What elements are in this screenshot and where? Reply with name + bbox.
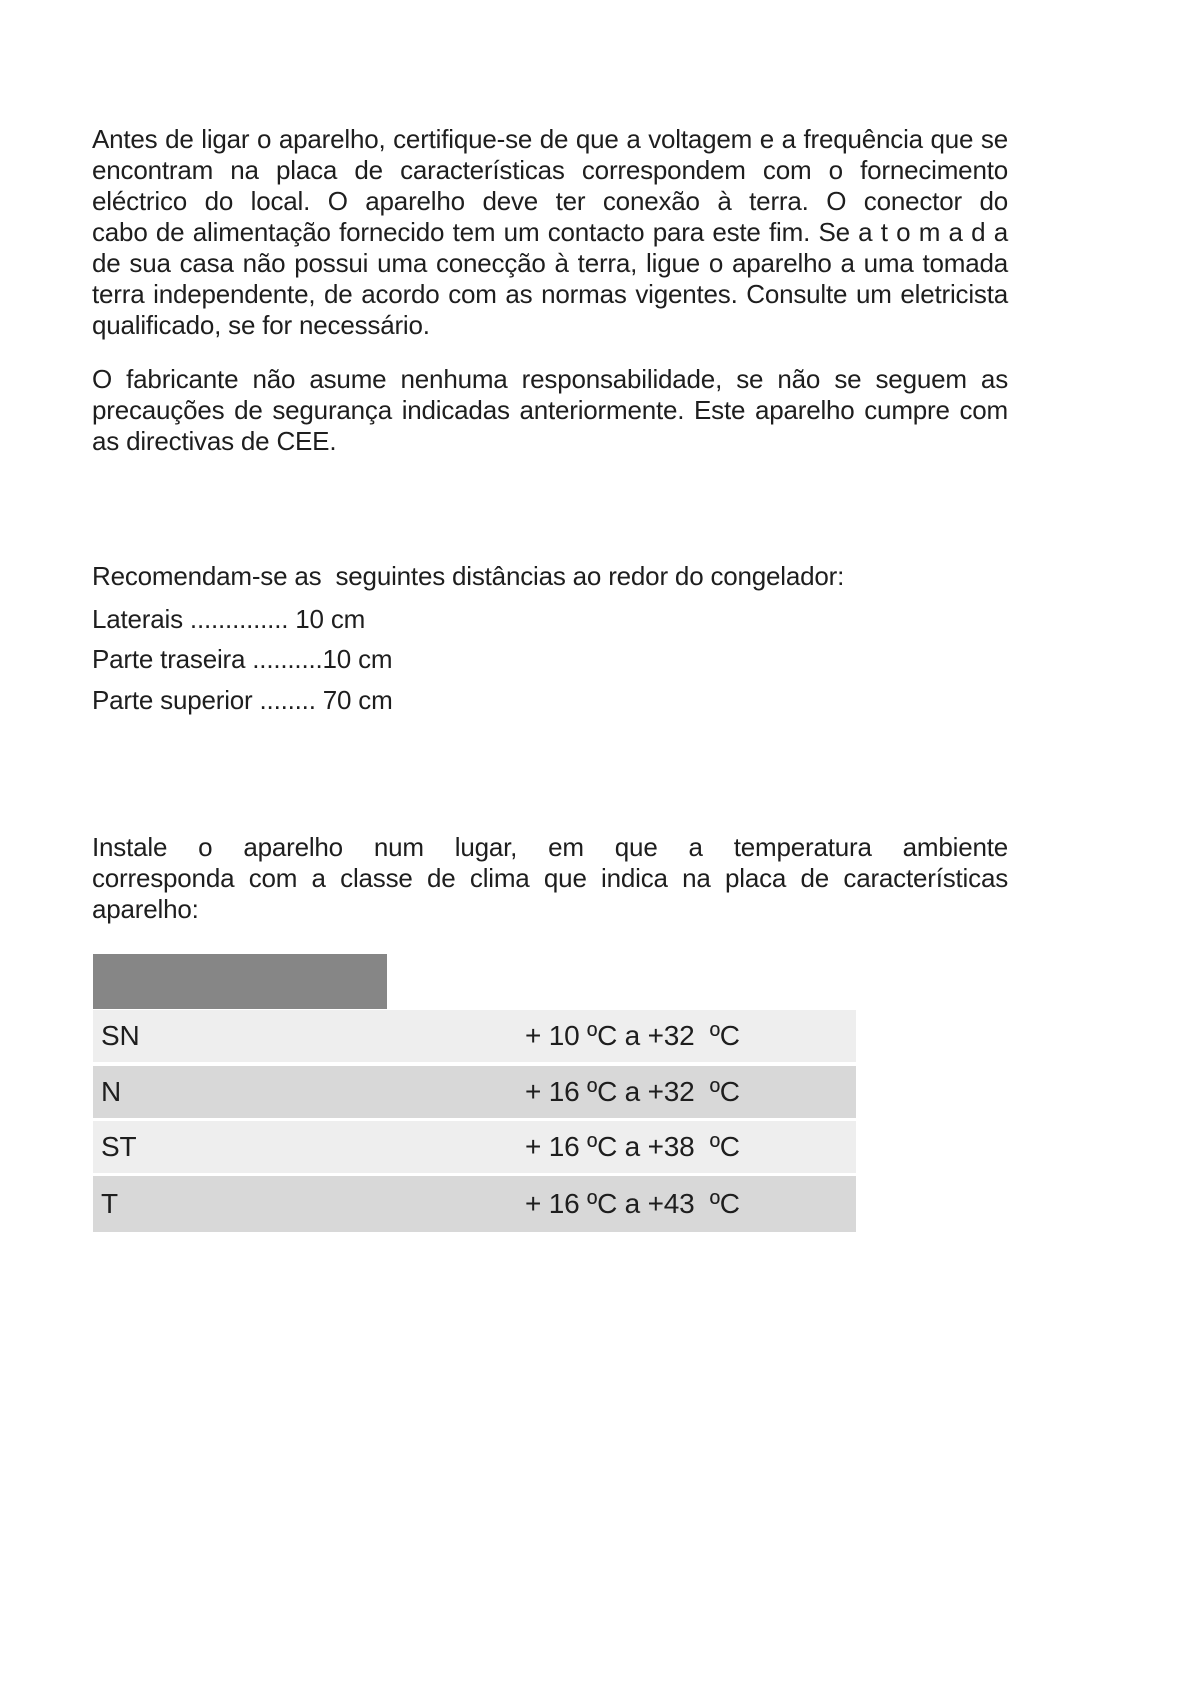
clearances-heading: Recomendam-se as seguintes distâncias ao redor do congelador: [92, 561, 845, 591]
clearance-item-sides: Laterais .............. 10 cm [92, 604, 366, 634]
paragraph-line: corresponda com a classe de clima que indica na placa de características [92, 863, 1008, 893]
climate-class-label: T [101, 1188, 118, 1219]
table-header-cell [93, 954, 387, 1009]
temperature-range: + 16 ºC a +38 ºC [525, 1131, 740, 1162]
paragraph-line: Instale o aparelho num lugar, em que a temperatura ambiente [92, 832, 1008, 862]
temperature-range: + 10 ºC a +32 ºC [525, 1020, 740, 1051]
paragraph-line: Antes de ligar o aparelho, certifique-se de que a voltagem e a frequência que se [92, 124, 1008, 154]
paragraph-climate-class [92, 832, 1008, 925]
paragraph-line: O fabricante não asume nenhuma responsabilidade, se não se seguem as [92, 364, 1008, 394]
paragraph-line: qualificado, se for necessário. [92, 310, 430, 340]
paragraph-line: de sua casa não possui uma conecção à terra, ligue o aparelho a uma tomada [92, 248, 1008, 278]
temperature-range: + 16 ºC a +32 ºC [525, 1076, 740, 1107]
climate-class-label: N [101, 1076, 122, 1107]
paragraph-manufacturer-liability [92, 364, 1008, 457]
clearance-item-top: Parte superior ........ 70 cm [92, 685, 393, 715]
paragraph-line: as directivas de CEE. [92, 426, 337, 456]
paragraph-line: encontram na placa de características correspondem com o fornecimento [92, 155, 1008, 185]
table-row [93, 1176, 856, 1232]
table-row [93, 1121, 856, 1173]
climate-class-label: SN [101, 1020, 140, 1051]
climate-class-label: ST [101, 1131, 137, 1162]
paragraph-power-connection [92, 124, 1008, 341]
paragraph-line: cabo de alimentação fornecido tem um contacto para este fim. Se a t o m a d a [92, 217, 1008, 247]
table-row [93, 1010, 856, 1062]
paragraph-line: aparelho: [92, 894, 199, 924]
clearance-item-rear: Parte traseira ..........10 cm [92, 644, 393, 674]
paragraph-line: terra independente, de acordo com as normas vigentes. Consulte um eletricista [92, 279, 1008, 309]
temperature-range: + 16 ºC a +43 ºC [525, 1188, 740, 1219]
table-row [93, 1066, 856, 1118]
paragraph-line: eléctrico do local. O aparelho deve ter conexão à terra. O conector do [92, 186, 1008, 216]
paragraph-line: precauções de segurança indicadas anteriormente. Este aparelho cumpre com [92, 395, 1008, 425]
climate-class-table [93, 954, 856, 1232]
